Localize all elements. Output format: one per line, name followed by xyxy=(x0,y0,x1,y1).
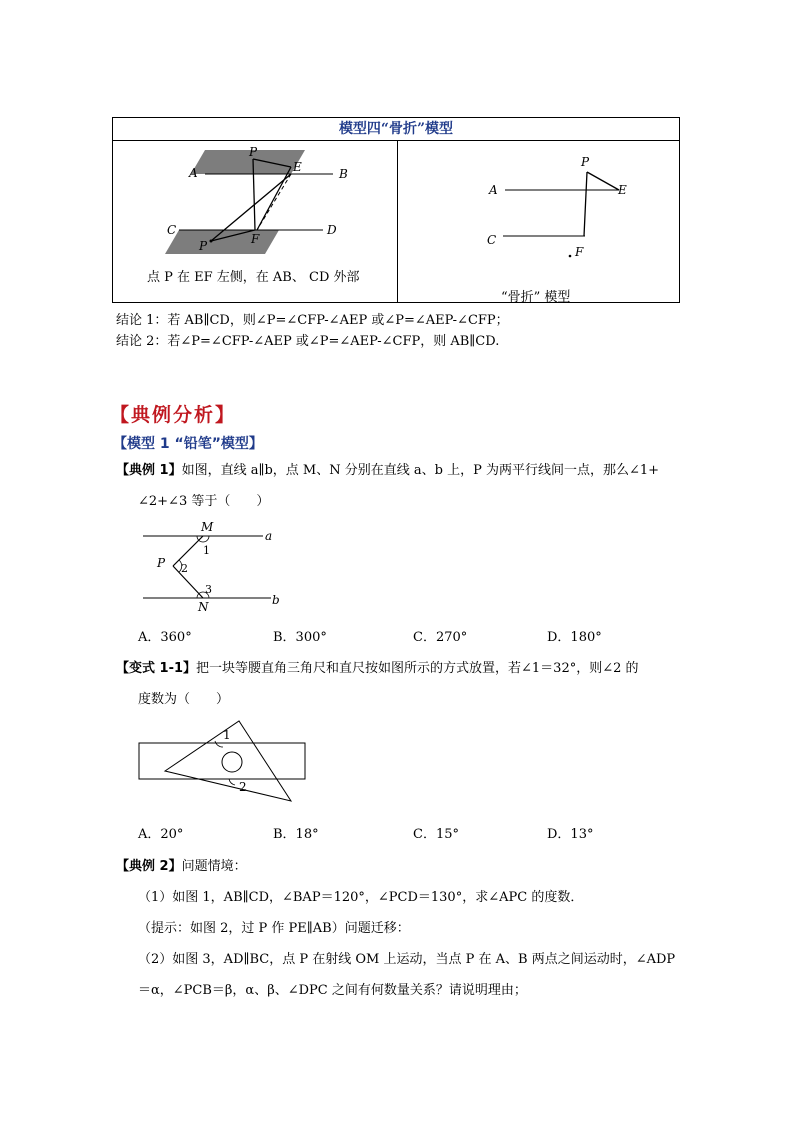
label-C: C xyxy=(487,233,497,247)
ex1-figure xyxy=(135,514,295,618)
label-D: D xyxy=(327,223,337,237)
arc-1 xyxy=(197,536,209,542)
ex1-text2: ∠2+∠3 等于（ ） xyxy=(138,494,270,509)
label-A: A xyxy=(189,166,198,180)
label-P: P xyxy=(581,155,590,169)
arc-angle-1 xyxy=(215,741,223,747)
ex1-option-b[interactable]: B．300° xyxy=(273,630,327,645)
upper-plane-shape xyxy=(191,150,305,174)
label-angle-1: 1 xyxy=(223,728,231,742)
segment-PN xyxy=(173,566,203,598)
label-M: M xyxy=(201,520,214,534)
model-box xyxy=(112,117,680,303)
ex1-option-d[interactable]: D．180° xyxy=(547,630,602,645)
var1-tag: 【变式 1-1】 xyxy=(116,661,197,676)
ex2-tag: 【典例 2】 xyxy=(116,859,182,874)
lower-plane-shape xyxy=(165,230,279,254)
conclusion-2: 结论 2：若∠P=∠CFP-∠AEP 或∠P=∠AEP-∠CFP，则 AB∥CD. xyxy=(116,334,500,349)
triangle-hole xyxy=(222,752,242,772)
label-C: C xyxy=(167,223,177,237)
label-angle-2: 2 xyxy=(239,780,247,794)
ex2-q2-line1: （2）如图 3，AD∥BC，点 P 在射线 OM 上运动，当点 P 在 A、B 两点之间运动时，∠ADP xyxy=(138,952,676,967)
var1-option-b[interactable]: B．18° xyxy=(273,827,319,842)
ex1-option-a[interactable]: A．360° xyxy=(138,630,192,645)
label-E: E xyxy=(618,183,627,197)
model-box-divider xyxy=(397,140,398,302)
ex2-q2-line2: ＝α，∠PCB＝β，α、β、∠DPC 之间有何数量关系？请说明理由； xyxy=(138,983,527,998)
var1-option-d[interactable]: D．13° xyxy=(547,827,594,842)
label-1: 1 xyxy=(203,544,210,557)
segment-PF xyxy=(584,172,587,236)
label-F: F xyxy=(251,232,260,246)
left-caption: 点 P 在 EF 左侧，在 AB、 CD 外部 xyxy=(147,270,360,285)
label-N: N xyxy=(198,600,209,614)
section-title: 【典例分析】 xyxy=(110,404,237,426)
label-P: P xyxy=(157,556,166,570)
var1-option-c[interactable]: C．15° xyxy=(413,827,459,842)
label-F: F xyxy=(575,245,584,259)
model1-title: 【模型 1 “铅笔”模型】 xyxy=(113,436,263,452)
right-model-figure xyxy=(401,144,679,280)
segment-PE xyxy=(587,172,619,190)
label-2: 2 xyxy=(181,562,188,575)
ex2-hint: （提示：如图 2，过 P 作 PE∥AB）问题迁移： xyxy=(138,921,410,936)
point-P-bottom xyxy=(210,240,213,243)
label-P-top: P xyxy=(249,145,258,159)
right-caption: “骨折” 模型 xyxy=(501,290,571,305)
label-b: b xyxy=(272,593,280,607)
arc-angle-2 xyxy=(229,779,235,785)
ex2-q1: （1）如图 1，AB∥CD，∠BAP＝120°，∠PCD＝130°，求∠APC 的度数． xyxy=(138,890,584,905)
var1-figure xyxy=(135,715,311,807)
left-model-figure xyxy=(153,142,373,262)
ex1-line1 xyxy=(116,459,659,478)
label-B: B xyxy=(339,167,348,181)
var1-text2: 度数为（ ） xyxy=(138,692,230,707)
var1-option-a[interactable]: A．20° xyxy=(138,827,184,842)
label-3: 3 xyxy=(205,583,212,596)
stray-dot xyxy=(569,255,572,258)
label-A: A xyxy=(489,183,498,197)
conclusion-1: 结论 1：若 AB∥CD，则∠P=∠CFP-∠AEP 或∠P=∠AEP-∠CFP； xyxy=(116,313,509,328)
ex1-option-c[interactable]: C．270° xyxy=(413,630,468,645)
ex2-line1 xyxy=(116,855,247,874)
ex1-tag: 【典例 1】 xyxy=(116,463,182,478)
var1-text1: 把一块等腰直角三角尺和直尺按如图所示的方式放置，若∠1＝32°，则∠2 的 xyxy=(196,661,639,676)
ex2-intro: 问题情境： xyxy=(181,859,247,874)
ex1-text1: 如图，直线 a∥b，点 M、N 分别在直线 a、b 上，P 为两平行线间一点，那么∠1+ xyxy=(181,463,660,478)
model-box-title: 模型四“骨折”模型 xyxy=(113,118,679,141)
label-E: E xyxy=(293,160,302,174)
label-a: a xyxy=(265,529,273,543)
label-P-bottom: P xyxy=(199,239,208,253)
var1-line1 xyxy=(116,657,639,676)
